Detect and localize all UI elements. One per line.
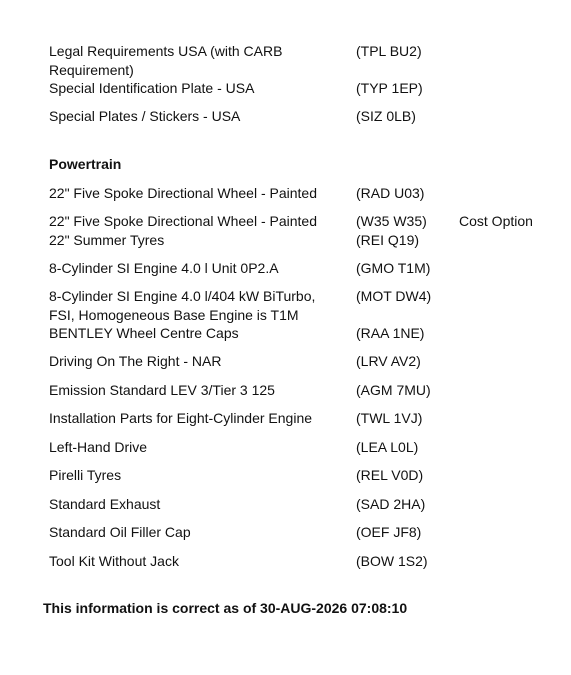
- option-description: 22" Summer Tyres: [49, 232, 165, 248]
- option-description: Installation Parts for Eight-Cylinder Engine: [49, 410, 313, 426]
- option-description: Special Identification Plate - USA: [49, 80, 255, 96]
- option-description: Emission Standard LEV 3/Tier 3 125: [49, 382, 275, 398]
- section-heading: Powertrain: [49, 156, 122, 172]
- option-code: (LRV AV2): [356, 353, 421, 369]
- option-description: Special Plates / Stickers - USA: [49, 108, 241, 124]
- option-description: Standard Exhaust: [49, 496, 161, 512]
- option-description: 22" Five Spoke Directional Wheel - Painted: [49, 185, 317, 201]
- option-code: (SAD 2HA): [356, 496, 426, 512]
- option-code: (TPL BU2): [356, 43, 422, 59]
- option-code: (AGM 7MU): [356, 382, 431, 398]
- option-code: (RAD U03): [356, 185, 425, 201]
- option-code: (BOW 1S2): [356, 553, 428, 569]
- option-description: Standard Oil Filler Cap: [49, 524, 191, 540]
- option-code: (OEF JF8): [356, 524, 422, 540]
- option-description: BENTLEY Wheel Centre Caps: [49, 325, 239, 341]
- option-description: 8-Cylinder SI Engine 4.0 l/404 kW BiTurbo, FSI, Homogeneous Base Engine is T1M: [49, 288, 316, 323]
- option-code: (W35 W35): [356, 213, 427, 229]
- info-timestamp: This information is correct as of 30-AUG-2026 07:08:10: [43, 600, 408, 616]
- option-code: (SIZ 0LB): [356, 108, 416, 124]
- option-code: (RAA 1NE): [356, 325, 425, 341]
- option-code: (TWL 1VJ): [356, 410, 423, 426]
- option-description: Tool Kit Without Jack: [49, 553, 179, 569]
- option-code: (LEA L0L): [356, 439, 419, 455]
- option-description: Pirelli Tyres: [49, 467, 122, 483]
- option-description: Driving On The Right - NAR: [49, 353, 222, 369]
- option-description: Legal Requirements USA (with CARB Requirement): [49, 43, 283, 78]
- option-description: Left-Hand Drive: [49, 439, 148, 455]
- option-description: 22" Five Spoke Directional Wheel - Painted: [49, 213, 317, 229]
- option-code: (REL V0D): [356, 467, 424, 483]
- option-code: (GMO T1M): [356, 260, 431, 276]
- option-code: (MOT DW4): [356, 288, 432, 304]
- option-code: (TYP 1EP): [356, 80, 423, 96]
- option-note: Cost Option: [459, 213, 533, 229]
- option-code: (REI Q19): [356, 232, 420, 248]
- option-description: 8-Cylinder SI Engine 4.0 l Unit 0P2.A: [49, 260, 279, 276]
